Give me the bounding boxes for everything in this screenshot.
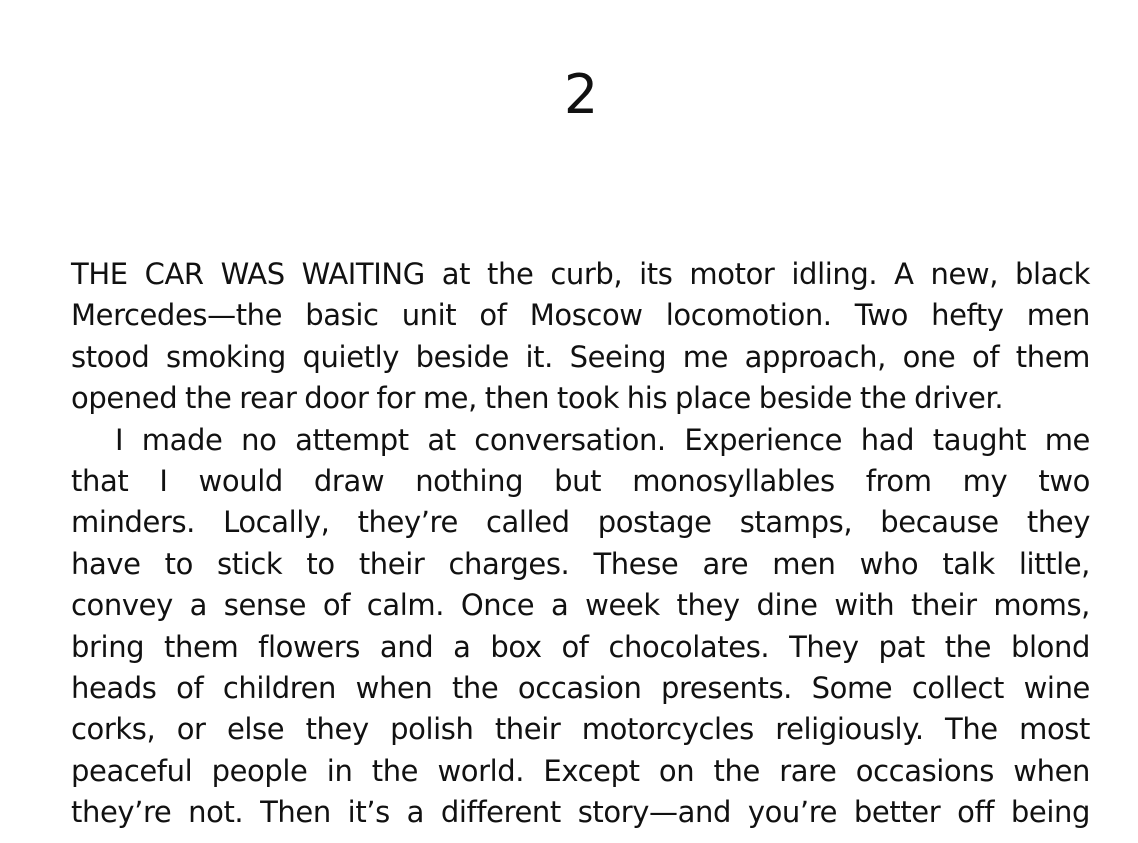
paragraph-1 bbox=[71, 254, 1090, 420]
text-line: opened the rear door for me, then took his place beside the driver. bbox=[71, 381, 1004, 416]
text-line: I made no attempt at conversation. Experience had taught me bbox=[115, 422, 1090, 457]
text-line: minders. Locally, they’re called postage stamps, because they bbox=[71, 505, 1090, 540]
text-line: convey a sense of calm. Once a week they dine with their moms, bbox=[71, 588, 1090, 623]
chapter-number: 2 bbox=[563, 63, 599, 126]
paragraph-2 bbox=[71, 420, 1090, 834]
chapter-body bbox=[71, 254, 1090, 833]
text-line: peaceful people in the world. Except on the rare occasions when bbox=[71, 753, 1090, 788]
text-line: stood smoking quietly beside it. Seeing me approach, one of them bbox=[71, 339, 1090, 374]
text-line: heads of children when the occasion presents. Some collect wine bbox=[71, 670, 1090, 705]
text-line: Mercedes—the basic unit of Moscow locomotion. Two hefty men bbox=[71, 298, 1090, 333]
text-line: have to stick to their charges. These are men who talk little, bbox=[71, 546, 1090, 581]
text-line: corks, or else they polish their motorcycles religiously. The most bbox=[71, 712, 1090, 747]
text-line: they’re not. Then it’s a different story—and you’re better off being bbox=[71, 795, 1090, 830]
text-line: THE CAR WAS WAITING at the curb, its motor idling. A new, black bbox=[71, 257, 1090, 291]
text-line: that I would draw nothing but monosyllables from my two bbox=[71, 463, 1090, 498]
text-line: bring them flowers and a box of chocolates. They pat the blond bbox=[71, 629, 1090, 664]
